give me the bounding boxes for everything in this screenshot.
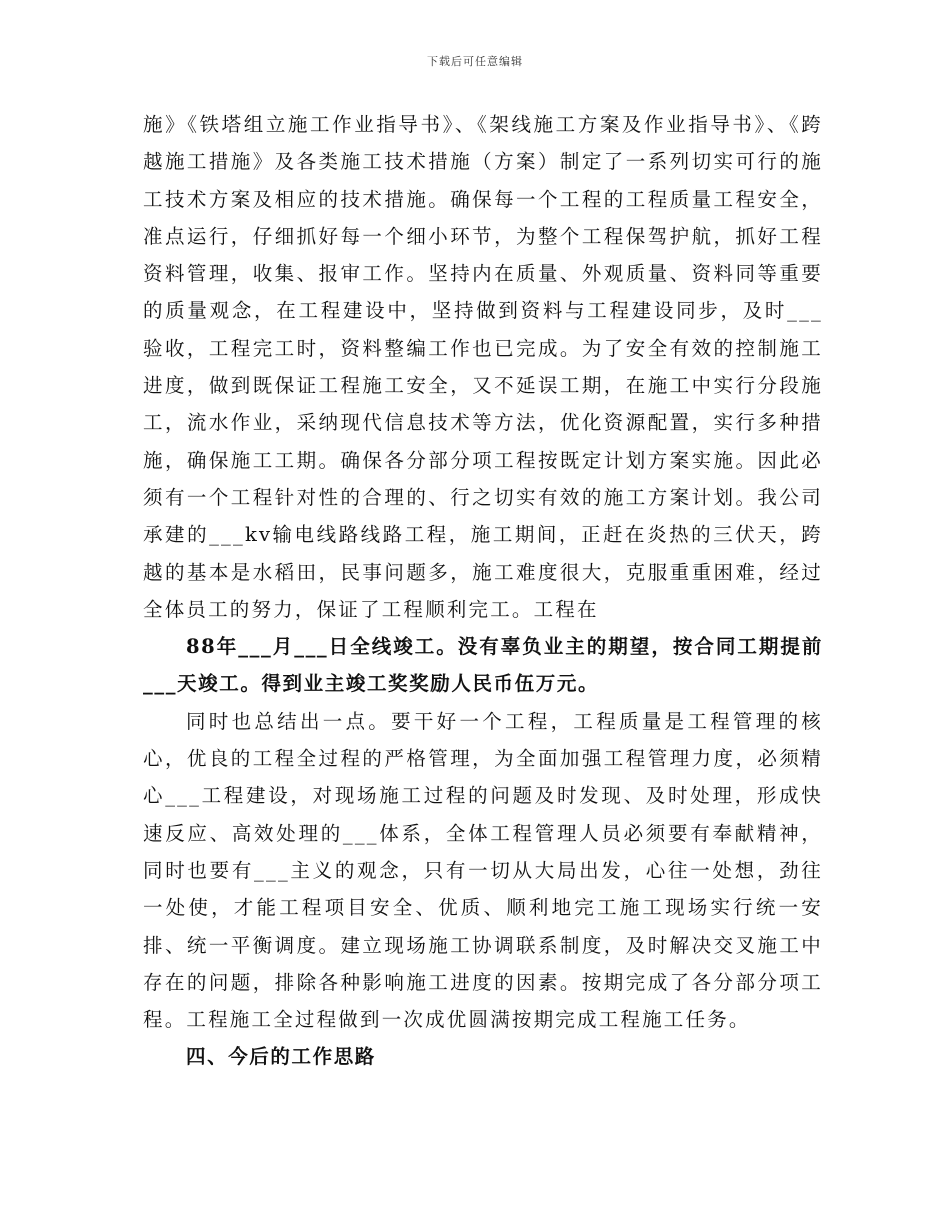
section-heading-future-work: 四、今后的工作思路 xyxy=(186,1045,376,1069)
page-header: 下载后可任意编辑 xyxy=(427,55,523,68)
paragraph-lessons-learned: 同时也总结出一点。要干好一个工程，工程质量是工程管理的核心，优良的工程全过程的严格管理，为全面加强工程管理力度，必须精心___工程建设，对现场施工过程的问题及时发现、及时处理，形成快速反应、高效处理的___体系，全体工程管理人员必须要有奉献精神，同时也要有___主义的观念，只有一切从大局出发，心往一处想，劲往一处使，才能工程项目安全、优质、顺利地完工施工现场实行统一安排、统一平衡调度。建立现场施工协调联系制度，及时解决交叉施工中存在的问题，排除各种影响施工进度的因素。按期完成了各分部分项工程。工程施工全过程做到一次成优圆满按期完成工程施工任务。 xyxy=(143,709,823,1032)
paragraph-completion-summary: 88年___月___日全线竣工。没有辜负业主的期望，按合同工期提前___天竣工。得到业主竣工奖奖励人民币伍万元。 xyxy=(143,635,823,696)
paragraph-construction-measures: 施》《铁塔组立施工作业指导书》、《架线施工方案及作业指导书》、《跨越施工措施》及各类施工技术措施（方案）制定了一系列切实可行的施工技术方案及相应的技术措施。确保每一个工程的工程质量工程安全，准点运行，仔细抓好每一个细小环节，为整个工程保驾护航，抓好工程资料管理，收集、报审工作。坚持内在质量、外观质量、资料同等重要的质量观念，在工程建设中，坚持做到资料与工程建设同步，及时___验收，工程完工时，资料整编工作也已完成。为了安全有效的控制施工进度，做到既保证工程施工安全，又不延误工期，在施工中实行分段施工，流水作业，采纳现代信息技术等方法，优化资源配置，实行多种措施，确保施工工期。确保各分部分项工程按既定计划方案实施。因此必须有一个工程针对性的合理的、行之切实有效的施工方案计划。我公司承建的___kv输电线路线路工程，施工期间，正赶在炎热的三伏天，跨越的基本是水稻田，民事问题多，施工难度很大，克服重重困难，经过全体员工的努力，保证了工程顺利完工。工程在 xyxy=(143,113,823,621)
document-body xyxy=(143,106,823,1076)
